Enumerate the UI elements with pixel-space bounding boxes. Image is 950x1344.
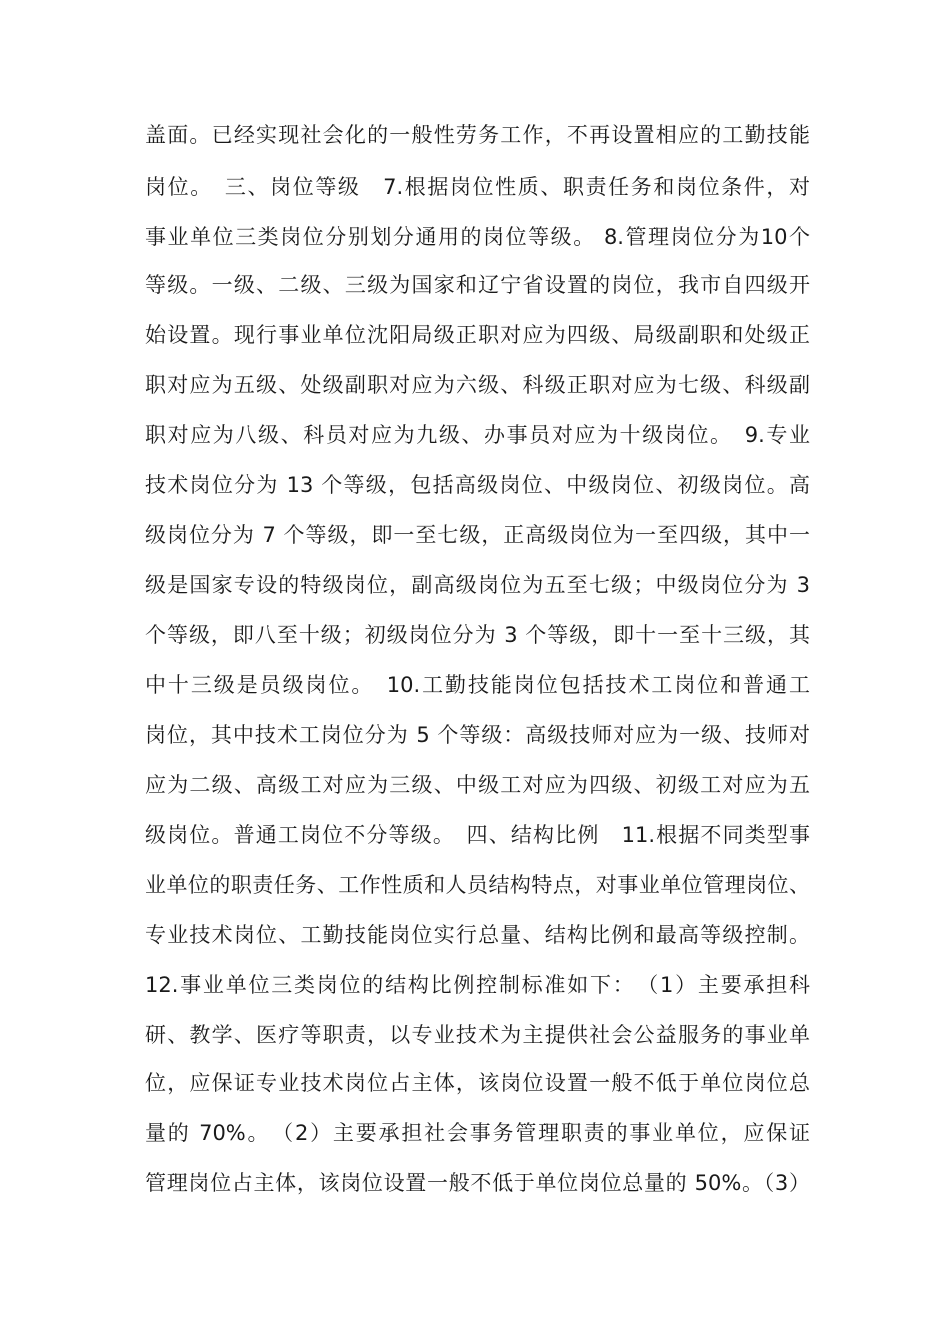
text-line: 12.事业单位三类岗位的结构比例控制标准如下： （1）主要承担科 — [145, 973, 810, 997]
text-line: 专业技术岗位、工勤技能岗位实行总量、结构比例和最高等级控制。 — [145, 923, 810, 947]
text-line: 级岗位。普通工岗位不分等级。 四、结构比例 11.根据不同类型事 — [145, 823, 810, 847]
text-line: 中十三级是员级岗位。 10.工勤技能岗位包括技术工岗位和普通工 — [145, 673, 810, 697]
text-line: 职对应为五级、处级副职对应为六级、科级正职对应为七级、科级副 — [145, 373, 810, 397]
text-line: 等级。一级、二级、三级为国家和辽宁省设置的岗位，我市自四级开 — [145, 273, 810, 297]
text-line: 量的 70%。 （2）主要承担社会事务管理职责的事业单位，应保证 — [145, 1121, 810, 1145]
text-line: 个等级，即八至十级；初级岗位分为 3 个等级，即十一至十三级，其 — [145, 623, 810, 647]
text-line: 应为二级、高级工对应为三级、中级工对应为四级、初级工对应为五 — [145, 773, 810, 797]
text-line: 技术岗位分为 13 个等级，包括高级岗位、中级岗位、初级岗位。高 — [145, 473, 810, 497]
text-line: 业单位的职责任务、工作性质和人员结构特点，对事业单位管理岗位、 — [145, 873, 810, 897]
text-line: 研、教学、医疗等职责，以专业技术为主提供社会公益服务的事业单 — [145, 1023, 810, 1047]
text-line: 位，应保证专业技术岗位占主体，该岗位设置一般不低于单位岗位总 — [145, 1071, 810, 1095]
text-line: 级是国家专设的特级岗位，副高级岗位为五至七级；中级岗位分为 3 — [145, 573, 810, 597]
text-line: 管理岗位占主体，该岗位设置一般不低于单位岗位总量的 50%。（3） — [145, 1171, 810, 1195]
text-line: 始设置。现行事业单位沈阳局级正职对应为四级、局级副职和处级正 — [145, 323, 810, 347]
text-line: 盖面。已经实现社会化的一般性劳务工作，不再设置相应的工勤技能 — [145, 123, 810, 147]
text-line: 岗位。 三、岗位等级 7.根据岗位性质、职责任务和岗位条件，对 — [145, 175, 810, 199]
text-line: 级岗位分为 7 个等级，即一至七级，正高级岗位为一至四级，其中一 — [145, 523, 810, 547]
text-line: 职对应为八级、科员对应为九级、办事员对应为十级岗位。 9.专业 — [145, 423, 810, 447]
text-line: 岗位，其中技术工岗位分为 5 个等级：高级技师对应为一级、技师对 — [145, 723, 810, 747]
text-line: 事业单位三类岗位分别划分通用的岗位等级。 8.管理岗位分为10个 — [145, 225, 810, 249]
